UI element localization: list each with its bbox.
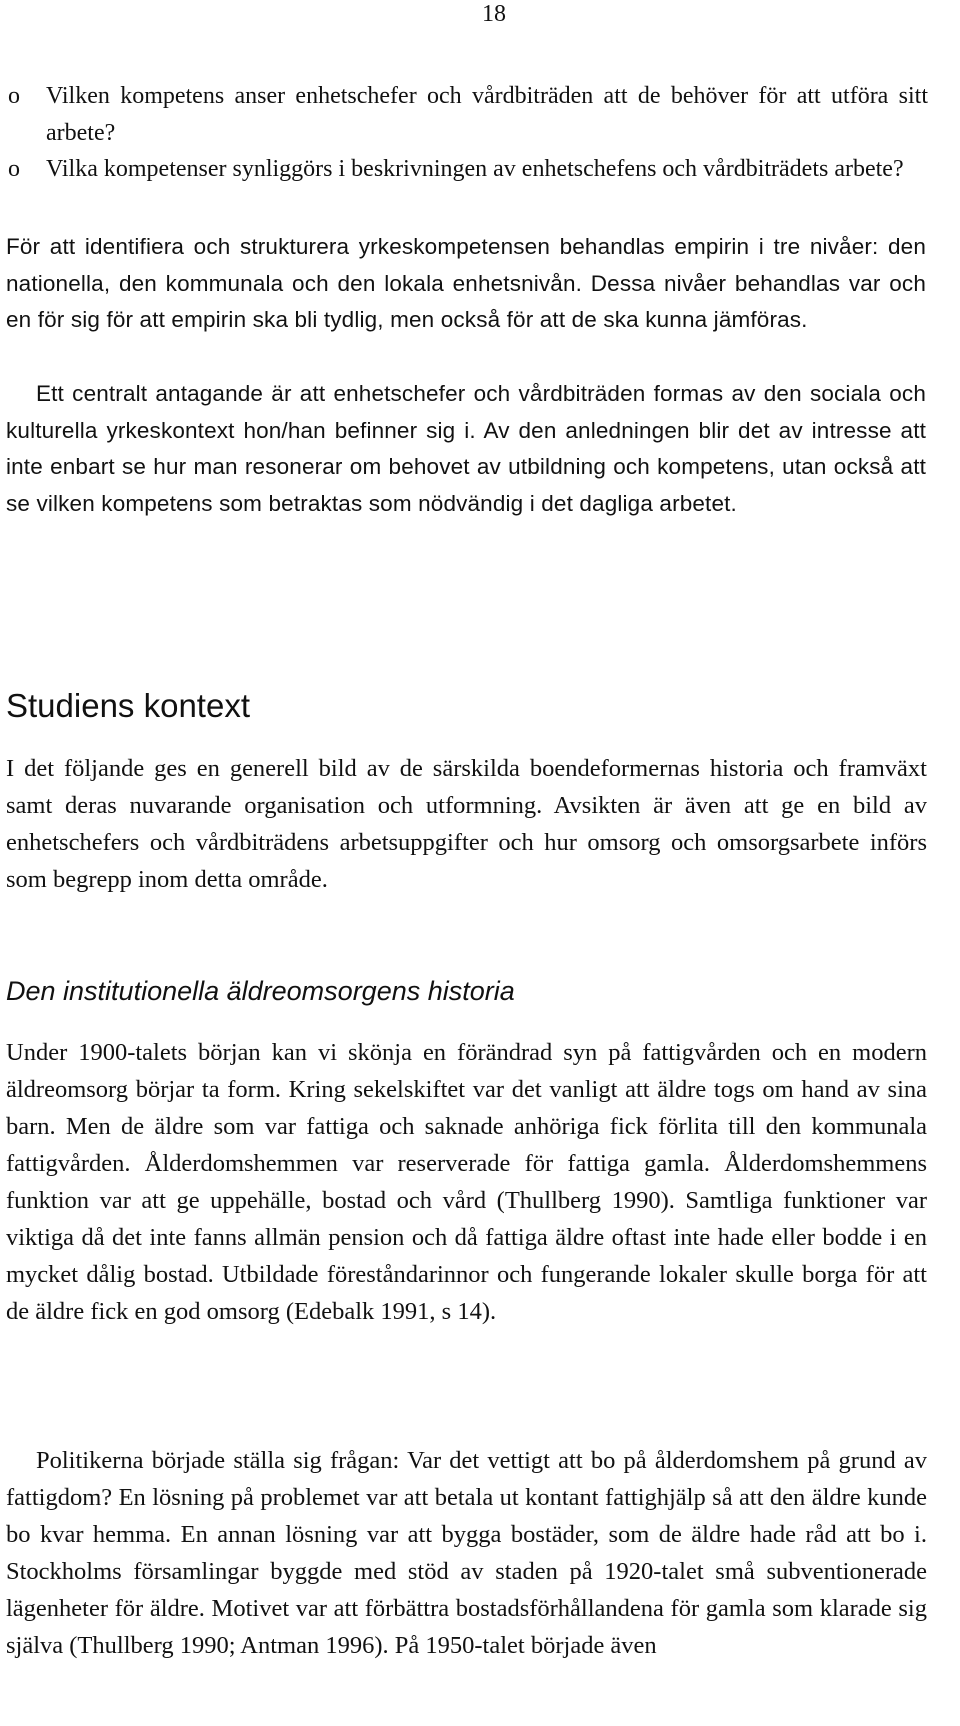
list-item: [8, 151, 928, 188]
page-number: 18: [482, 1, 506, 27]
question-list: [8, 78, 928, 188]
bullet-marker: o: [8, 156, 20, 182]
section-paragraph: I det följande ges en generell bild av de särskilda boendeformernas historia och framväxt samt deras nuvarande organisation och utformning. Avsikten är även att ge en bild av enhetschefers och vårdbiträdens arbetsuppgifter och hur omsorg och omsorgsarbete införs som begrepp inom detta område.: [6, 755, 927, 893]
intro-paragraph: Ett centralt antagande är att enhetschefer och vårdbiträden formas av den sociala och kulturella yrkeskontext hon/han befinner sig i. Av den anledningen blir det av intresse att inte enbart se hur man resonerar om behovet av utbildning och kompetens, utan också att se vilken kompetens som betraktas som nödvändig i det dagliga arbetet.: [6, 381, 926, 516]
section-heading: Studiens kontext: [6, 687, 250, 724]
body-paragraph: Politikerna började ställa sig frågan: Var det vettigt att bo på ålderdomshem på grund av fattigdom? En lösning på problemet var att betala ut kontant fattighjälp så att den äldre kunde bo kvar hemma. En annan lösning var att bygga bostäder, som de äldre hade råd att bo i. Stockholms församlingar byggde med stöd av staden på 1920-talet små subventionerade lägenheter för äldre. Motivet var att förbättra bostadsförhållandena för gamla som klarade sig själva (Thullberg 1990; Antman 1996). På 1950-talet började även: [6, 1447, 927, 1659]
list-item-text: Vilken kompetens anser enhetschefer och vårdbiträden att de behöver för att utföra sitt arbete?: [46, 83, 928, 146]
bullet-marker: o: [8, 83, 20, 109]
list-item: [8, 78, 928, 151]
list-item-text: Vilka kompetenser synliggörs i beskrivningen av enhetschefens och vårdbiträdets arbete?: [46, 156, 904, 182]
subsection-heading: Den institutionella äldreomsorgens historia: [6, 976, 515, 1006]
intro-paragraph: För att identifiera och strukturera yrkeskompetensen behandlas empirin i tre nivåer: den nationella, den kommunala och den lokala enhetsnivån. Dessa nivåer behandlas var och en för sig för att empirin ska bli tydlig, men också för att de ska kunna jämföras.: [6, 234, 926, 332]
body-paragraph: Under 1900-talets början kan vi skönja en förändrad syn på fattigvården och en modern äldreomsorg börjar ta form. Kring sekelskiftet var det vanligt att äldre togs om hand av sina barn. Men de äldre som var fattiga och saknade anhöriga fick förlita till den kommunala fattigvården. Ålderdomshemmen var reserverade för fattiga gamla. Ålderdomshemmens funktion var att ge uppehälle, bostad och vård (Thullberg 1990). Samtliga funktioner var viktiga då det inte fanns allmän pension och då fattiga äldre oftast inte hade eller bodde i en mycket dålig bostad. Utbildade föreståndarinnor och fungerande lokaler skulle borga för att de äldre fick en god omsorg (Edebalk 1991, s 14).: [6, 1039, 927, 1325]
